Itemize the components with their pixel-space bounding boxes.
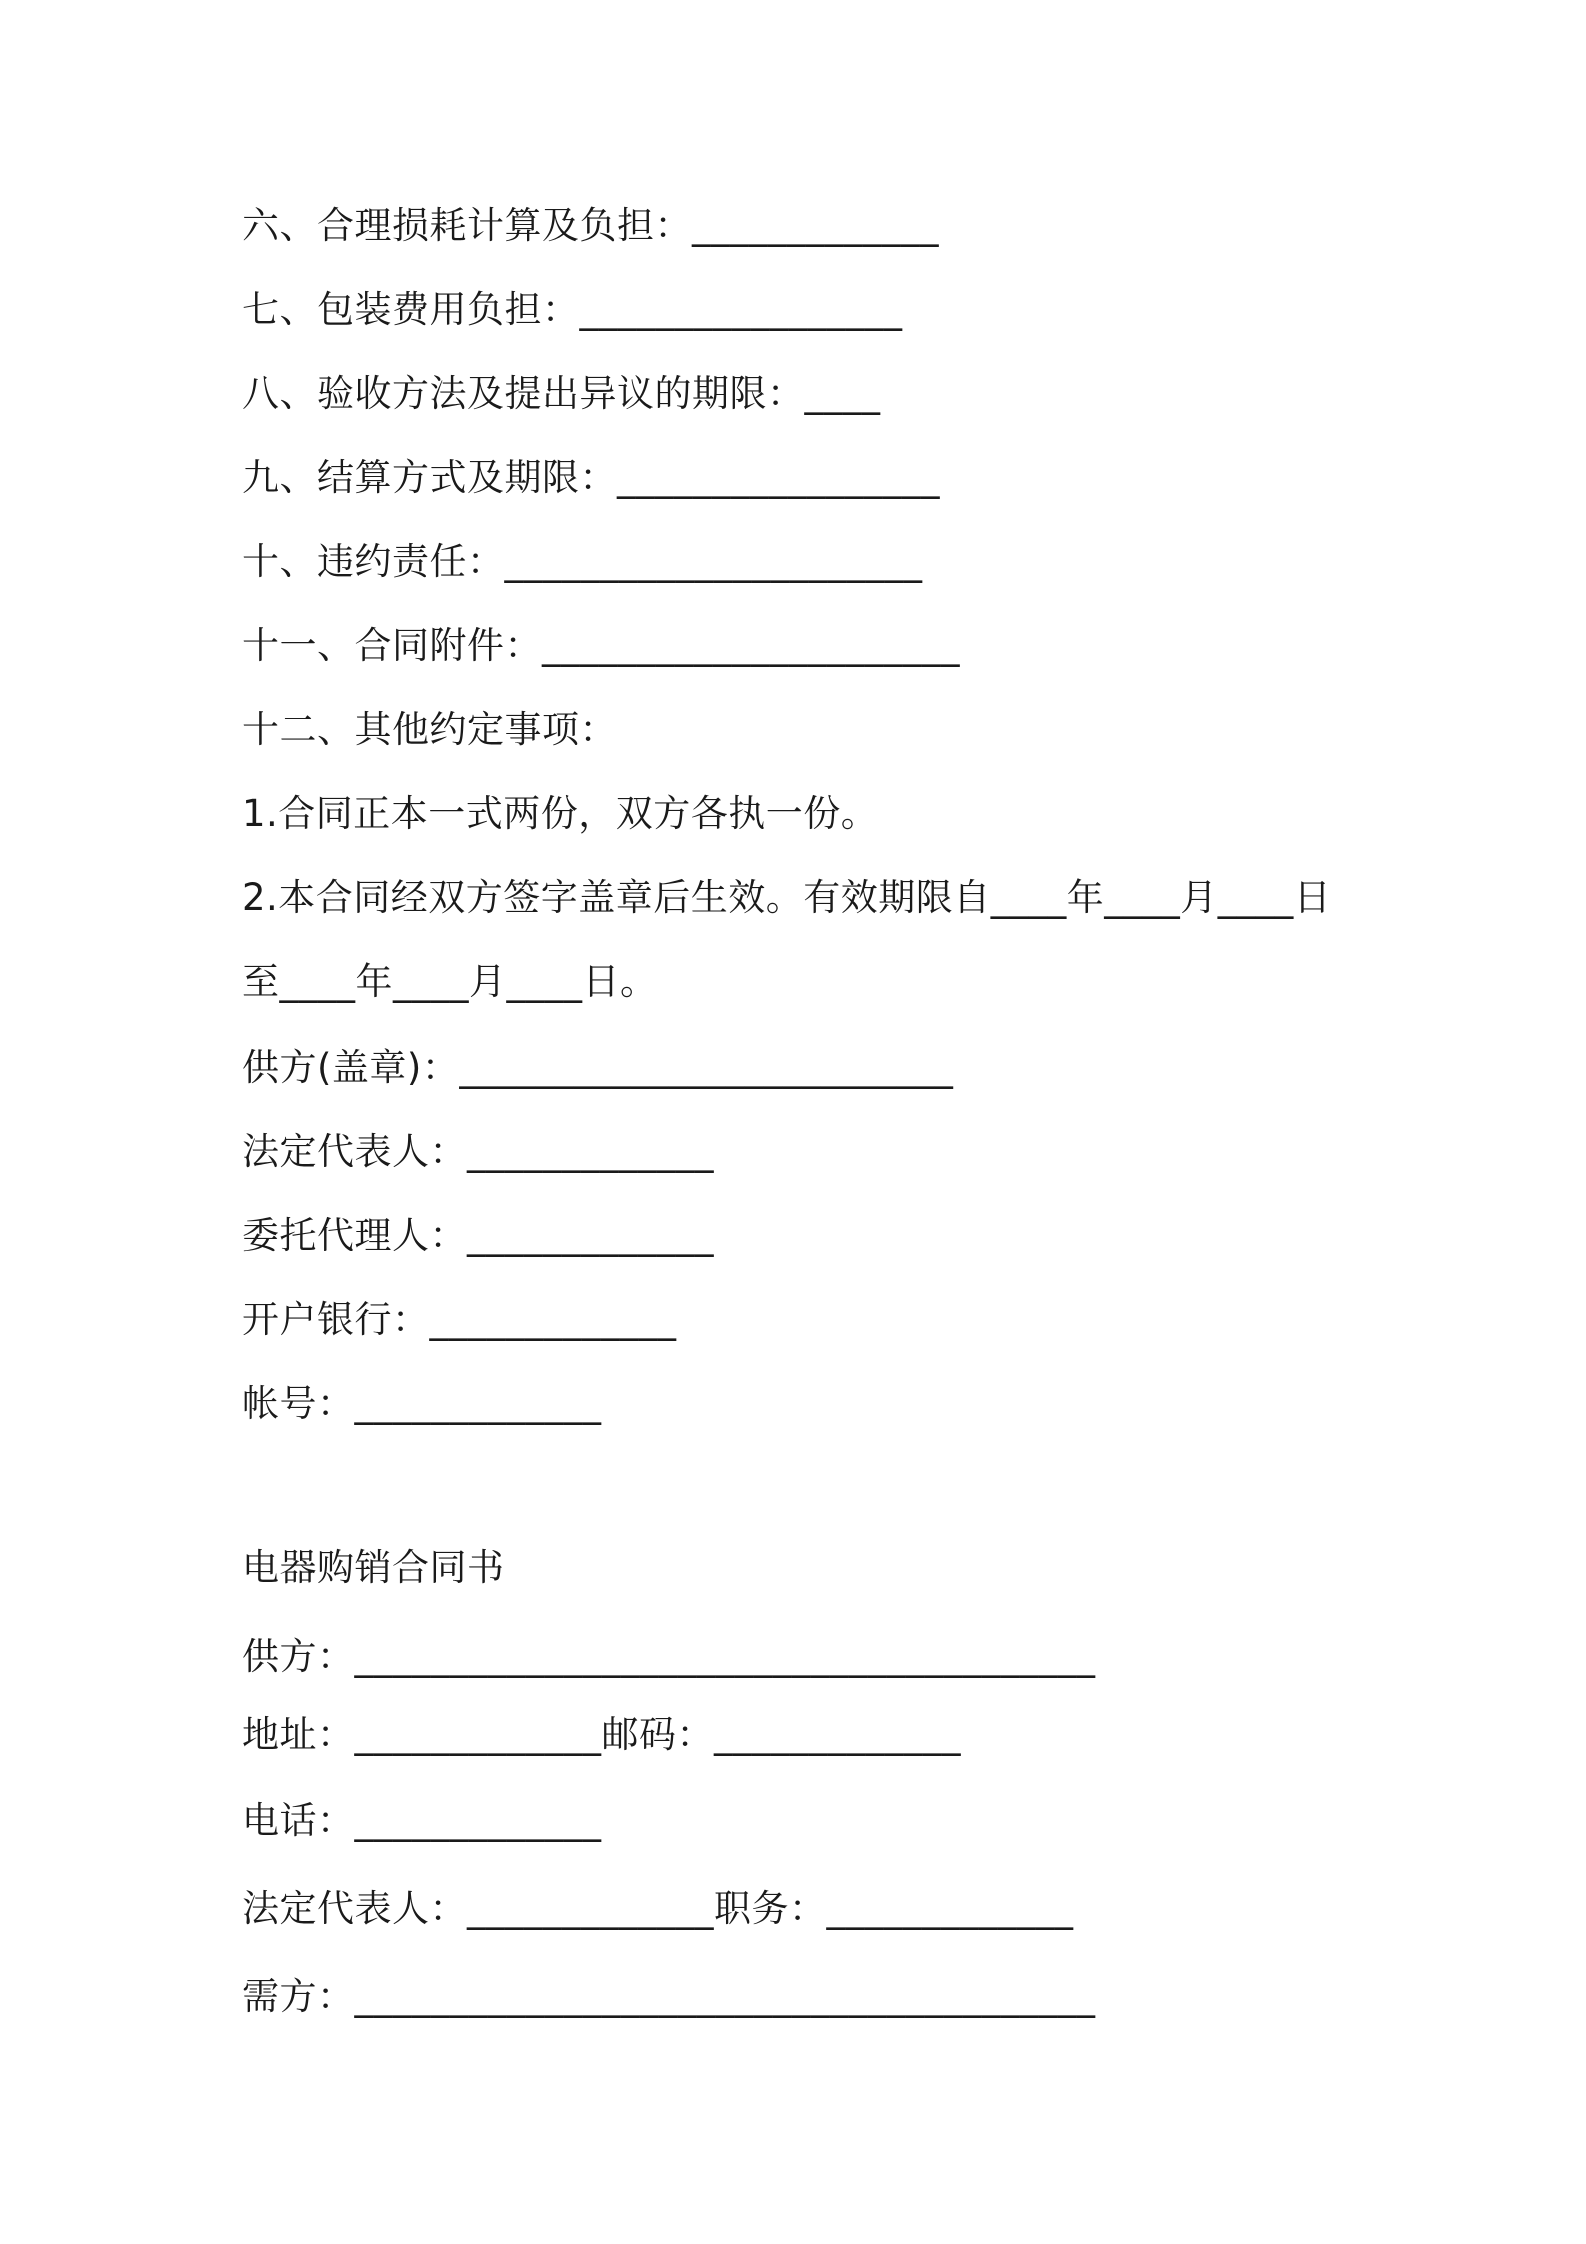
- buyer-field: 需方：_______________________________________: [242, 1975, 1096, 2018]
- supplier-seal: 供方(盖章)：__________________________: [242, 1046, 954, 1089]
- clause-7: 七、包装费用负担：_________________: [242, 288, 903, 331]
- legal-rep-position-field: 法定代表人：_____________职务：_____________: [242, 1887, 1074, 1930]
- phone-field: 电话：_____________: [242, 1799, 602, 1842]
- clause-12-item-2: 2.本合同经双方签字盖章后生效。有效期限自____年____月____日: [242, 876, 1332, 919]
- supplier-field: 供方：_______________________________________: [242, 1635, 1096, 1678]
- contract-title: 电器购销合同书: [242, 1546, 505, 1589]
- clause-8: 八、验收方法及提出异议的期限：____: [242, 372, 881, 415]
- clause-9: 九、结算方式及期限：_________________: [242, 456, 940, 499]
- address-postcode-field: 地址：_____________邮码：_____________: [242, 1713, 961, 1756]
- authorized-agent: 委托代理人：_____________: [242, 1214, 714, 1257]
- legal-representative: 法定代表人：_____________: [242, 1130, 714, 1173]
- clause-12: 十二、其他约定事项：: [242, 708, 617, 751]
- validity-period-end: 至____年____月____日。: [242, 960, 658, 1003]
- account-number: 帐号：_____________: [242, 1382, 602, 1425]
- clause-11: 十一、合同附件：______________________: [242, 624, 960, 667]
- clause-6: 六、合理损耗计算及负担：_____________: [242, 204, 939, 247]
- clause-12-item-1: 1.合同正本一式两份，双方各执一份。: [242, 792, 879, 835]
- clause-10: 十、违约责任：______________________: [242, 540, 923, 583]
- bank-name: 开户银行：_____________: [242, 1298, 677, 1341]
